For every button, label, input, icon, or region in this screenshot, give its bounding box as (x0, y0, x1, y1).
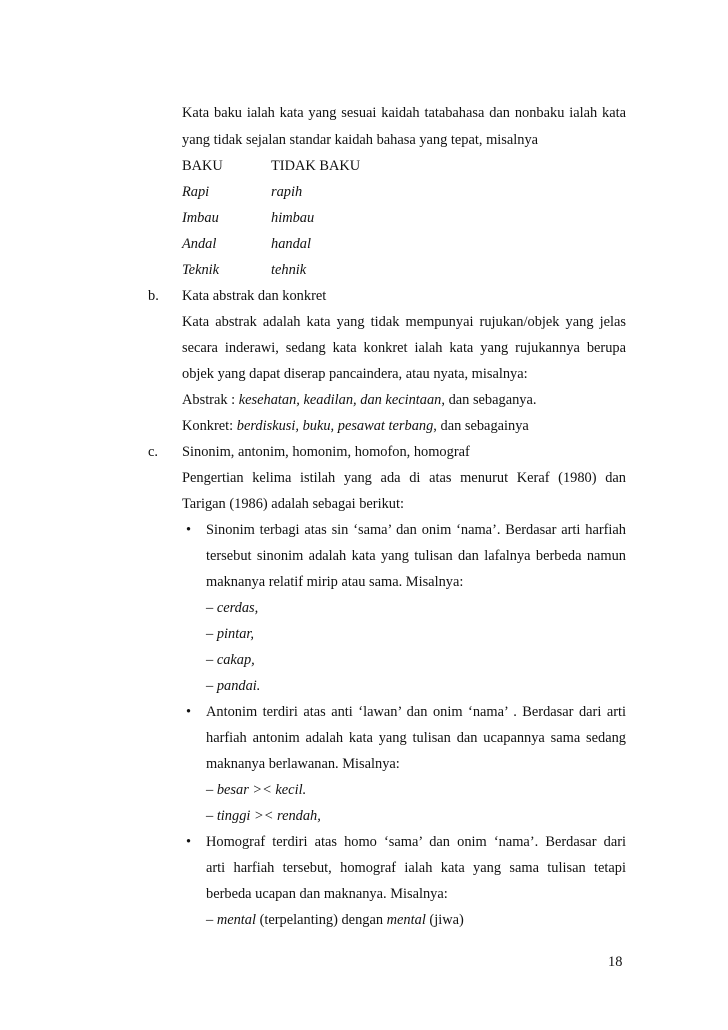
example-item: – cakap, (206, 652, 255, 668)
dash-icon: – (206, 782, 214, 798)
antonim-line-3: maknanya berlawanan. Misalnya: (206, 756, 400, 772)
abstrak-tail: , dan sebaganya. (441, 392, 537, 408)
table-row-baku: Andal (182, 236, 217, 252)
bullet-icon: • (186, 834, 192, 850)
abstrak-line (182, 391, 536, 409)
antonim-line-1: Antonim terdiri atas anti ‘lawan’ dan onim ‘nama’ . Berdasar dari arti (206, 704, 626, 720)
sinonim-line-3: maknanya relatif mirip atau sama. Misalnya: (206, 574, 464, 590)
abstrak-examples: kesehatan, keadilan, dan kecintaan (238, 392, 442, 408)
homograf-line-1: Homograf terdiri atas homo ‘sama’ dan onim ‘nama’. Berdasar dari (206, 834, 626, 850)
section-b-line-1: Kata abstrak adalah kata yang tidak mempunyai rujukan/objek yang jelas (182, 314, 626, 330)
bullet-icon: • (186, 704, 192, 720)
konkret-tail: , dan sebagainya (433, 418, 529, 434)
section-b-line-2: secara inderawi, sedang kata konkret ialah kata yang rujukannya berupa (182, 340, 626, 356)
sinonim-line-2: tersebut sinonim adalah kata yang tulisan dan lafalnya berbeda namun (206, 548, 626, 564)
example-item: – mental (terpelanting) dengan mental (jiwa) (206, 912, 464, 928)
section-b-line-3: objek yang dapat diserap pancaindera, atau nyata, misalnya: (182, 366, 528, 382)
table-row-tidak-baku: rapih (271, 184, 303, 200)
section-b-title: Kata abstrak dan konkret (182, 288, 327, 304)
bullet-icon: • (186, 522, 192, 538)
example-item: – pandai. (206, 678, 261, 694)
table-row-baku: Imbau (182, 210, 219, 226)
konkret-examples: berdiskusi, buku, pesawat terbang (236, 418, 434, 434)
homograf-line-3: berbeda ucapan dan maknanya. Misalnya: (206, 886, 448, 902)
dash-icon: – (206, 600, 214, 616)
table-row-tidak-baku: himbau (271, 210, 315, 226)
table-header-baku: BAKU (182, 158, 223, 174)
example-item: – cerdas, (206, 600, 259, 616)
section-c-title: Sinonim, antonim, homonim, homofon, homograf (182, 444, 470, 460)
dash-icon: – (206, 808, 214, 824)
table-row-tidak-baku: tehnik (271, 262, 307, 278)
abstrak-label: Abstrak : (182, 392, 239, 408)
dash-icon: – (206, 652, 214, 668)
section-c-line-2: Tarigan (1986) adalah sebagai berikut: (182, 496, 404, 512)
table-row-baku: Teknik (182, 262, 220, 278)
intro-line-1: Kata baku ialah kata yang sesuai kaidah tatabahasa dan nonbaku ialah kata (182, 105, 626, 121)
table-header-tidak-baku: TIDAK BAKU (271, 158, 361, 174)
example-item: – tinggi >< rendah, (206, 808, 321, 824)
section-c-line-1: Pengertian kelima istilah yang ada di atas menurut Keraf (1980) dan (182, 470, 626, 486)
example-item: – besar >< kecil. (206, 782, 307, 798)
konkret-label: Konkret: (182, 418, 237, 434)
homograf-line-2: arti harfiah tersebut, homograf ialah kata yang sama tulisan tetapi (206, 860, 626, 876)
table-row-tidak-baku: handal (271, 236, 311, 252)
konkret-line (182, 417, 529, 435)
dash-icon: – (206, 678, 214, 694)
intro-line-2: yang tidak sejalan standar kaidah bahasa yang tepat, misalnya (182, 132, 539, 148)
page-number: 18 (608, 954, 623, 970)
section-c-marker: c. (148, 444, 158, 460)
antonim-line-2: harfiah antonim adalah kata yang tulisan dan ucapannya sama sedang (206, 730, 626, 746)
dash-icon: – (206, 912, 214, 928)
dash-icon: – (206, 626, 214, 642)
example-item: – pintar, (206, 626, 254, 642)
sinonim-line-1: Sinonim terbagi atas sin ‘sama’ dan onim ‘nama’. Berdasar arti harfiah (206, 522, 626, 538)
section-b-marker: b. (148, 288, 159, 304)
table-row-baku: Rapi (182, 184, 210, 200)
